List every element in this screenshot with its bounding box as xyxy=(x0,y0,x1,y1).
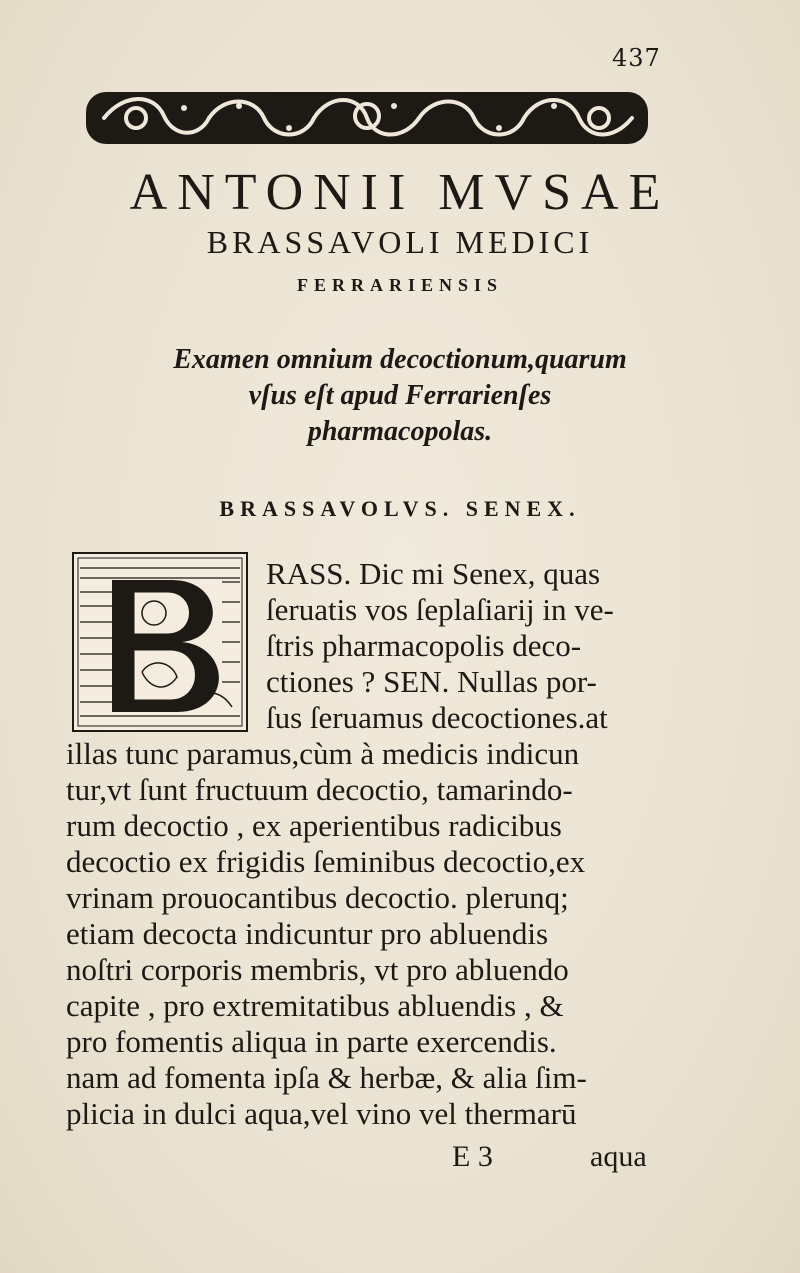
body-line: ctiones ? SEN. Nullas por- xyxy=(266,664,597,699)
catchword: aqua xyxy=(590,1140,647,1173)
subtitle-line: vſus eſt apud Ferrarienſes xyxy=(248,380,552,411)
body-line: etiam decocta indicuntur pro abluendis xyxy=(66,916,549,951)
title-line-2: BRASSAVOLI MEDICI xyxy=(206,224,594,260)
body-line: illas tunc paramus,cùm à medicis indicun xyxy=(66,736,580,771)
body-line: ſtris pharmacopolis deco- xyxy=(266,628,582,663)
body-line: RASS. Dic mi Senex, quas xyxy=(266,556,601,591)
body-line: noſtri corporis membris, vt pro abluendo xyxy=(66,952,569,987)
page-number: 437 xyxy=(612,44,661,72)
body-line: plicia in dulci aqua,vel vino vel thermarū xyxy=(66,1096,577,1131)
body-line: decoctio ex frigidis ſeminibus decoctio,ex xyxy=(66,844,586,879)
body-line: ſus ſeruamus decoctiones.at xyxy=(266,700,608,735)
body-line: ſeruatis vos ſeplaſiarij in ve- xyxy=(266,592,614,627)
title-line-1: ANTONII MVSAE xyxy=(129,164,671,221)
title-line-3: FERRARIENSIS xyxy=(296,275,504,295)
body-line: tur,vt ſunt fructuum decoctio, tamarindo- xyxy=(66,772,573,807)
decorated-initial-b xyxy=(72,552,248,732)
body-line: vrinam prouocantibus decoctio. plerunq; xyxy=(66,880,569,915)
body-line: nam ad fomenta ipſa & herbæ, & alia ſim- xyxy=(66,1060,587,1095)
body-line: capite , pro extremitatibus abluendis , & xyxy=(66,988,564,1023)
body-line: rum decoctio , ex aperientibus radicibus xyxy=(66,808,562,843)
subtitle-line: Examen omnium decoctionum,quarum xyxy=(173,344,627,375)
speakers-heading: BRASSAVOLVS. SENEX. xyxy=(219,496,581,521)
signature-mark: E 3 xyxy=(452,1140,493,1173)
body-line: pro fomentis aliqua in parte exercendis. xyxy=(66,1024,557,1059)
ornamental-headpiece xyxy=(84,78,650,156)
subtitle-line: pharmacopolas. xyxy=(307,416,493,447)
